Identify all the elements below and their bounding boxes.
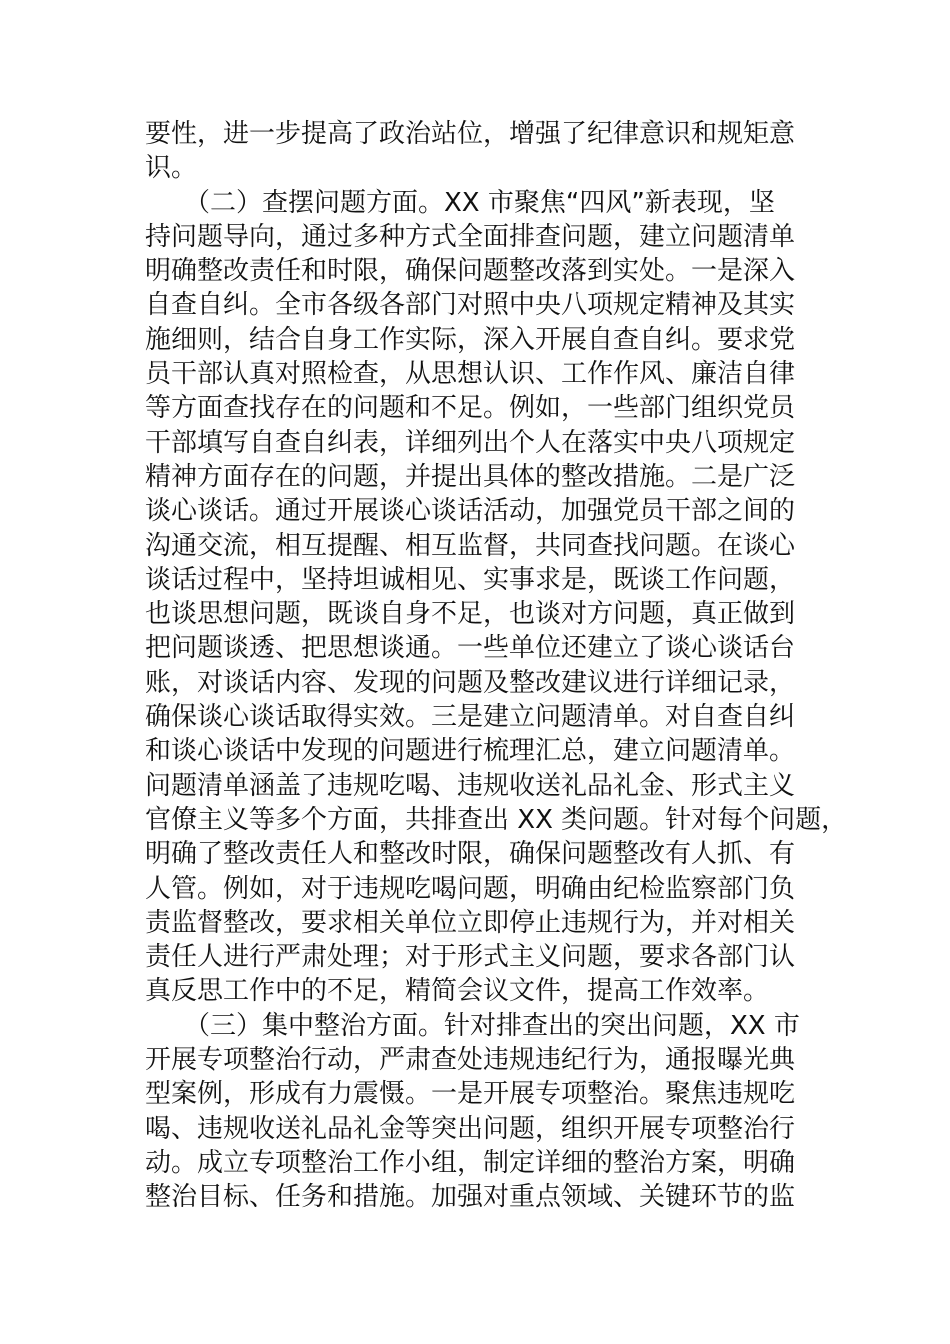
- text-line: 把问题谈透、把思想谈通。一些单位还建立了谈心谈话台: [145, 633, 796, 664]
- text-line: 开展专项整治行动，严肃查处违规违纪行为，通报曝光典: [145, 1045, 796, 1076]
- text-line: 也谈思想问题，既谈自身不足，也谈对方问题，真正做到: [145, 599, 796, 630]
- text-line: 等方面查找存在的问题和不足。例如，一些部门组织党员: [145, 393, 796, 424]
- text-line: 明确整改责任和时限，确保问题整改落到实处。一是深入: [145, 256, 796, 287]
- text-line: 和谈心谈话中发现的问题进行梳理汇总，建立问题清单。: [145, 736, 796, 767]
- text-line: 施细则，结合自身工作实际，深入开展自查自纠。要求党: [145, 324, 796, 355]
- text-line: （二）查摆问题方面。XX 市聚焦“四风”新表现，坚: [145, 187, 775, 218]
- text-line: 确保谈心谈话取得实效。三是建立问题清单。对自查自纠: [145, 702, 796, 733]
- text-line: 账，对谈话内容、发现的问题及整改建议进行详细记录，: [145, 667, 796, 698]
- text-line: （三）集中整治方面。针对排查出的突出问题，XX 市: [145, 1010, 800, 1041]
- text-line: 持问题导向，通过多种方式全面排查问题，建立问题清单: [145, 221, 796, 252]
- body-text: [145, 117, 848, 1215]
- text-line: 要性，进一步提高了政治站位，增强了纪律意识和规矩意: [145, 119, 796, 149]
- text-line: 自查自纠。全市各级各部门对照中央八项规定精神及其实: [145, 290, 796, 321]
- text-line: 责监督整改，要求相关单位立即停止违规行为，并对相关: [145, 907, 796, 938]
- text-line: 真反思工作中的不足，精简会议文件，提高工作效率。: [145, 976, 770, 1007]
- text-line: 干部填写自查自纠表，详细列出个人在落实中央八项规定: [145, 427, 796, 458]
- text-line: 明确了整改责任人和整改时限，确保问题整改有人抓、有: [145, 839, 796, 870]
- text-line: 官僚主义等多个方面，共排查出 XX 类问题。针对每个问题，: [145, 804, 848, 835]
- text-line: 沟通交流，相互提醒、相互监督，共同查找问题。在谈心: [145, 530, 796, 561]
- text-line: 识。: [145, 153, 198, 184]
- text-line: 谈话过程中，坚持坦诚相见、实事求是，既谈工作问题，: [145, 564, 796, 595]
- text-line: 谈心谈话。通过开展谈心谈话活动，加强党员干部之间的: [145, 496, 796, 527]
- text-line: 员干部认真对照检查，从思想认识、工作作风、廉洁自律: [145, 359, 796, 390]
- text-line: 人管。例如，对于违规吃喝问题，明确由纪检监察部门负: [145, 873, 796, 904]
- text-line: 精神方面存在的问题，并提出具体的整改措施。二是广泛: [145, 461, 796, 492]
- text-line: 问题清单涵盖了违规吃喝、违规收送礼品礼金、形式主义: [145, 770, 796, 801]
- text-line: 喝、违规收送礼品礼金等突出问题，组织开展专项整治行: [145, 1113, 796, 1144]
- text-line: 型案例，形成有力震慑。一是开展专项整治。聚焦违规吃: [145, 1079, 796, 1110]
- text-line: 动。成立专项整治工作小组，制定详细的整治方案，明确: [145, 1147, 796, 1178]
- text-line: 整治目标、任务和措施。加强对重点领域、关键环节的监: [145, 1182, 796, 1213]
- text-line: 责任人进行严肃处理；对于形式主义问题，要求各部门认: [145, 942, 796, 973]
